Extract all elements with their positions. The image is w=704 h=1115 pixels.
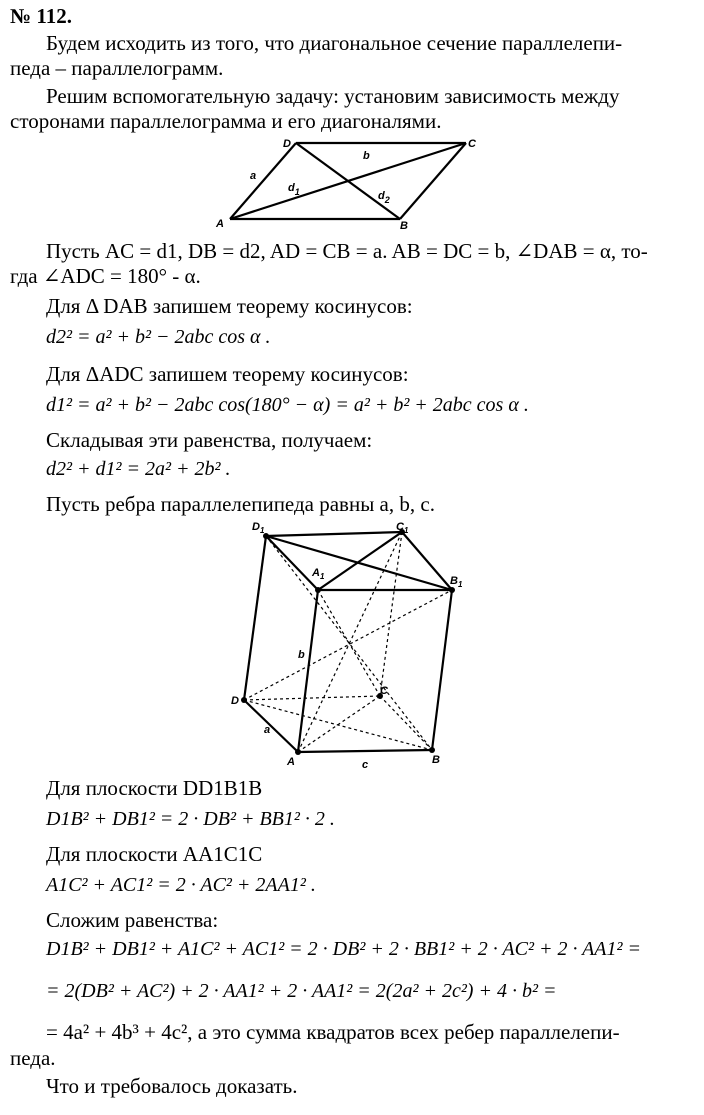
paragraph-10: Сложим равенства:: [46, 908, 219, 932]
label-d2-sub: 2: [384, 195, 390, 205]
label-D1-letter: D: [252, 521, 260, 533]
label-C1: [396, 521, 409, 535]
edge-d1d: [244, 536, 266, 700]
edge-c1b1: [402, 532, 452, 590]
equation-5: A1C² + AC1² = 2 · AC² + 2AA1² .: [46, 874, 316, 896]
edge-cb-hidden: [380, 696, 432, 750]
label-D1: [252, 521, 265, 535]
label-C: C: [468, 138, 476, 150]
paragraph-6: Складывая эти равенства, получаем:: [46, 428, 373, 452]
paragraph-8: Для плоскости DD1B1B: [46, 776, 263, 800]
edge-da: [244, 700, 298, 752]
label-C1-letter: C: [396, 521, 404, 533]
equation-7: = 2(DB² + AC²) + 2 · AA1² + 2 · AA1² = 2(2a² + 2c²) + 4 · b² =: [46, 980, 557, 1002]
vertex-b: [429, 747, 435, 753]
label-A1-sub: 1: [319, 572, 325, 581]
paragraph-3-line-1: Пусть AC = d1, DB = d2, AD = CB = a. AB = DC = b, ∠DAB = α, то-: [46, 239, 648, 263]
paragraph-9: Для плоскости AA1C1C: [46, 842, 263, 866]
label-d2-letter: d: [378, 190, 385, 202]
diagonal-ac1-hidden: [298, 532, 402, 752]
paragraph-11-line-1: = 4a² + 4b³ + 4c², а это сумма квадратов всех ребер параллелепи-: [46, 1020, 620, 1044]
label-A1: [311, 567, 325, 581]
edge-a1a: [298, 590, 318, 752]
diagonal-db1-hidden: [244, 590, 452, 700]
paragraph-4: Для Δ DAB запишем теорему косинусов:: [46, 294, 413, 318]
label-B: B: [400, 220, 408, 232]
paragraph-3-line-2: гда ∠ADC = 180° - α.: [10, 264, 201, 288]
label-B: B: [432, 754, 440, 766]
label-C1-sub: 1: [403, 526, 409, 535]
problem-number-text: № 112.: [10, 4, 72, 28]
edge-b1b: [432, 590, 452, 750]
vertex-a1: [315, 587, 321, 593]
label-B1: [450, 575, 463, 589]
label-A1-letter: A: [312, 567, 320, 579]
edge-d1c1: [266, 532, 402, 536]
vertex-a: [295, 749, 301, 755]
label-C: C: [380, 685, 388, 697]
parallelepiped-figure: [228, 516, 478, 772]
label-d1-sub: 1: [294, 187, 300, 197]
parallelogram-figure: [210, 133, 490, 233]
edge-ab: [298, 750, 432, 752]
label-A: A: [216, 218, 224, 230]
label-d1-letter: d: [288, 182, 295, 194]
paragraph-2-line-1: Решим вспомогательную задачу: установим зависимость между: [46, 84, 620, 108]
problem-number: [10, 4, 72, 28]
label-D: D: [231, 695, 239, 707]
diagonal-ac-hidden: [298, 696, 380, 752]
diagonal-a1c1: [318, 532, 402, 590]
edge-dc-hidden: [244, 696, 380, 700]
vertex-b1: [449, 587, 455, 593]
diagonal-db: [296, 143, 400, 219]
equation-6: D1B² + DB1² + A1C² + AC1² = 2 · DB² + 2 · BB1² + 2 · AC² + 2 · AA1² =: [46, 938, 642, 960]
paragraph-12: Что и требовалось доказать.: [46, 1074, 298, 1098]
equation-1: d2² = a² + b² − 2abc cos α .: [46, 326, 271, 348]
label-B1-letter: B: [450, 575, 458, 587]
paragraph-7: Пусть ребра параллелепипеда равны a, b, c.: [46, 492, 435, 516]
label-D1-sub: 1: [259, 526, 265, 535]
label-d2: [378, 190, 390, 205]
label-b: b: [298, 649, 305, 661]
paragraph-5: Для ΔADC запишем теорему косинусов:: [46, 362, 409, 386]
label-b: b: [363, 150, 370, 162]
label-a: a: [264, 724, 271, 736]
label-D: D: [283, 138, 291, 150]
vertex-d: [241, 697, 247, 703]
label-A: A: [287, 756, 295, 768]
equation-3: d2² + d1² = 2a² + 2b² .: [46, 458, 231, 480]
paragraph-1-line-2: педа – параллелограмм.: [10, 56, 224, 80]
label-d1: [288, 182, 300, 197]
label-B1-sub: 1: [457, 580, 463, 589]
equation-2: d1² = a² + b² − 2abc cos(180° − α) = a² + b² + 2abc cos α .: [46, 394, 529, 416]
paragraph-11-line-2: педа.: [10, 1046, 56, 1070]
paragraph-1-line-1: Будем исходить из того, что диагональное сечение параллелепи-: [46, 31, 623, 55]
equation-4: D1B² + DB1² = 2 · DB² + BB1² · 2 .: [46, 808, 335, 830]
label-a: a: [250, 170, 257, 182]
paragraph-2-line-2: сторонами параллелограмма и его диагоналями.: [10, 109, 442, 133]
label-c: c: [362, 759, 369, 771]
